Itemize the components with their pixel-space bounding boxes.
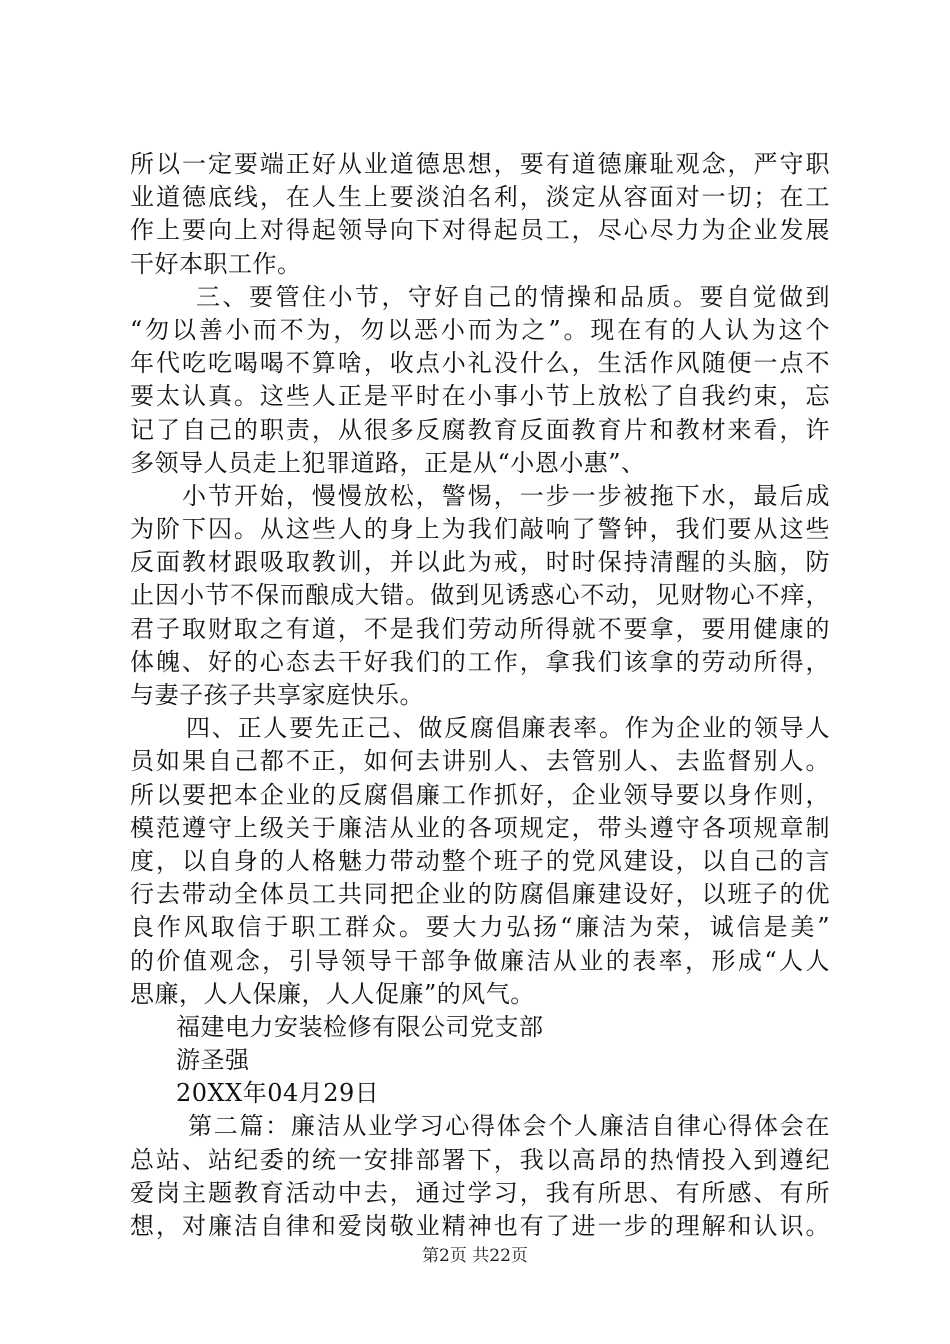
text-line: 为阶下囚。从这些人的身上为我们敲响了警钟，我们要从这些 <box>130 515 830 544</box>
text-line: 的价值观念，引导领导干部争做廉洁从业的表率，形成“人人 <box>130 946 830 975</box>
section-heading-line: 第二篇：廉洁从业学习心得体会个人廉洁自律心得体会在 <box>188 1112 830 1141</box>
text-line: 干好本职工作。 <box>130 249 302 278</box>
text-line: 行去带动全体员工共同把企业的防腐倡廉建设好，以班子的优 <box>130 880 830 909</box>
text-line: 反面教材跟吸取教训，并以此为戒，时时保持清醒的头脑，防 <box>130 548 830 577</box>
text-line: 总站、站纪委的统一安排部署下，我以高昂的热情投入到遵纪 <box>130 1145 830 1174</box>
text-line: 多领导人员走上犯罪道路，正是从“小恩小惠”、 <box>130 448 646 477</box>
text-line: 止因小节不保而酿成大错。做到见诱惑心不动，见财物心不痒， <box>130 581 830 610</box>
text-line: 想，对廉洁自律和爱岗敬业精神也有了进一步的理解和认识。 <box>130 1212 830 1240</box>
text-line: 要太认真。这些人正是平时在小事小节上放松了自我约束，忘 <box>130 382 830 411</box>
page-number-footer: 第2页 共22页 <box>422 1246 528 1266</box>
text-line: 思廉，人人保廉，人人促廉”的风气。 <box>130 979 535 1008</box>
text-line: 记了自己的职责，从很多反腐教育反面教育片和教材来看，许 <box>130 415 830 444</box>
text-line: 所以一定要端正好从业道德思想，要有道德廉耻观念，严守职 <box>130 150 830 178</box>
signature-date: 20XX年04月29日 <box>176 1079 380 1108</box>
text-line: 作上要向上对得起领导向下对得起员工，尽心尽力为企业发展 <box>130 216 830 245</box>
text-line: 模范遵守上级关于廉洁从业的各项规定，带头遵守各项规章制 <box>130 813 830 842</box>
text-line: 所以要把本企业的反腐倡廉工作抓好，企业领导要以身作则， <box>130 780 830 809</box>
text-line: 业道德底线，在人生上要淡泊名利，淡定从容面对一切；在工 <box>130 183 830 212</box>
text-line: 爱岗主题教育活动中去，通过学习，我有所思、有所感、有所 <box>130 1178 830 1207</box>
text-line: 员如果自己都不正，如何去讲别人、去管别人、去监督别人。 <box>130 747 830 776</box>
section-heading-line: 三、要管住小节，守好自己的情操和品质。要自觉做到 <box>196 282 830 311</box>
section-heading-line: 四、正人要先正己、做反腐倡廉表率。作为企业的领导人 <box>186 714 830 743</box>
document-body <box>130 148 830 1243</box>
text-line: “勿以善小而不为，勿以恶小而为之”。现在有的人认为这个 <box>130 315 830 344</box>
text-line: 良作风取信于职工群众。要大力弘扬“廉洁为荣，诚信是美” <box>130 913 830 942</box>
signature-name: 游圣强 <box>176 1046 250 1075</box>
text-line: 与妻子孩子共享家庭快乐。 <box>130 681 424 709</box>
text-line: 年代吃吃喝喝不算啥，收点小礼没什么，生活作风随便一点不 <box>130 349 830 378</box>
text-line: 君子取财取之有道，不是我们劳动所得就不要拿，要用健康的 <box>130 614 830 643</box>
text-line: 度，以自身的人格魅力带动整个班子的党风建设，以自己的言 <box>130 846 830 875</box>
text-line: 小节开始，慢慢放松，警惕，一步一步被拖下水，最后成 <box>182 481 830 510</box>
signature-organization: 福建电力安装检修有限公司党支部 <box>176 1012 544 1041</box>
text-line: 体魄、好的心态去干好我们的工作，拿我们该拿的劳动所得， <box>130 647 830 676</box>
